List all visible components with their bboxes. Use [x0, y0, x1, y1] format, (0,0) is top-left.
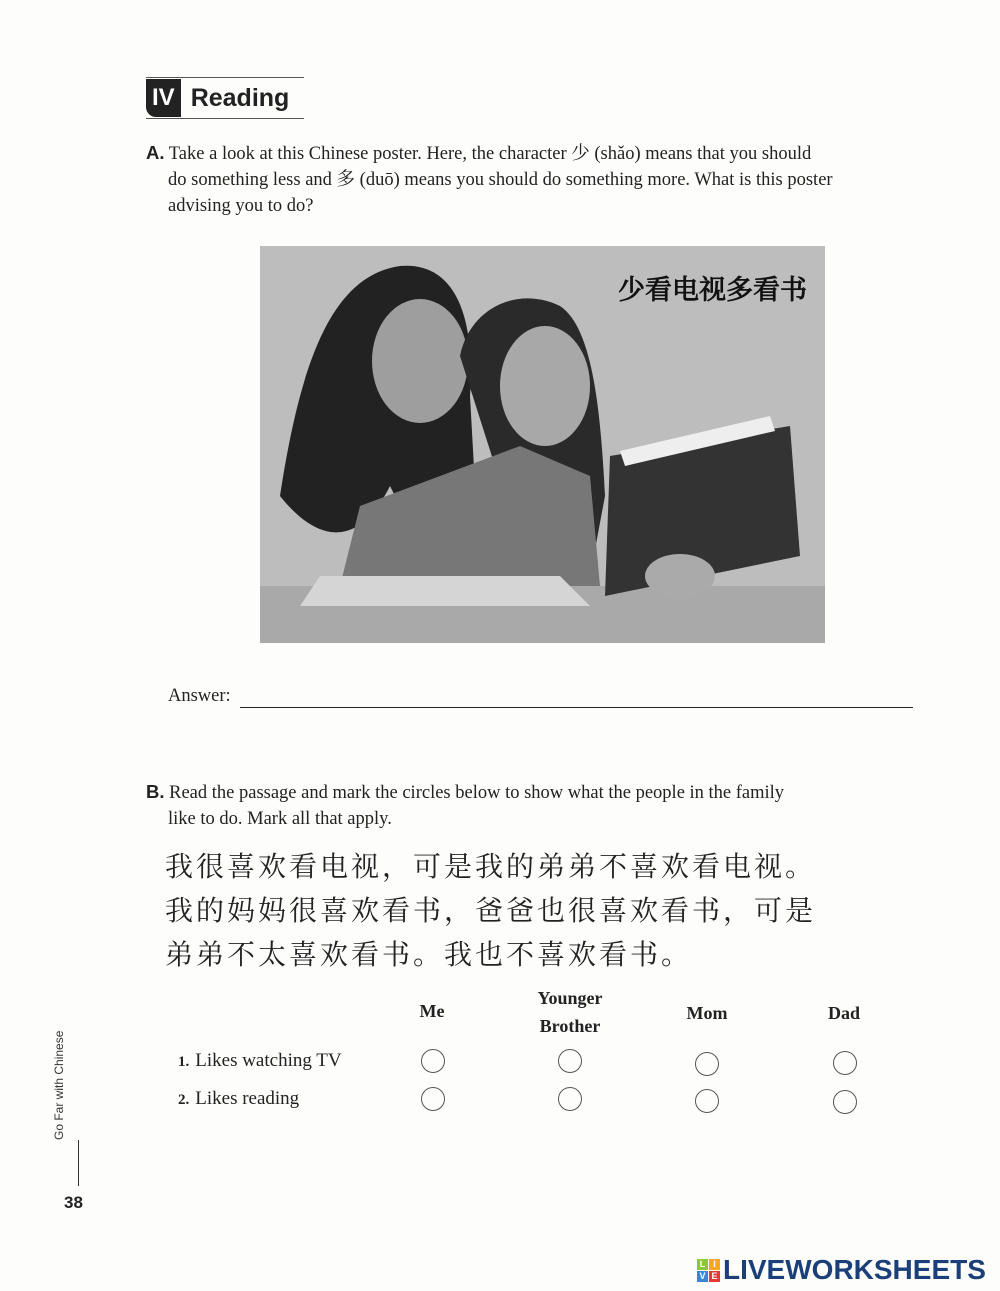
column-header-younger-brother: Younger Brother	[537, 988, 603, 1036]
row-number: 1.	[178, 1054, 190, 1070]
section-heading	[146, 77, 304, 119]
side-divider	[78, 1140, 79, 1186]
section-title: Reading	[190, 83, 290, 112]
circle-tv-dad[interactable]	[833, 1051, 857, 1075]
answer-input-line[interactable]	[240, 707, 913, 708]
logo-block: V	[697, 1271, 708, 1282]
circle-tv-mom[interactable]	[695, 1052, 719, 1076]
logo-block: I	[709, 1259, 720, 1270]
poster-image	[260, 246, 825, 643]
column-header-dad: Dad	[827, 1003, 860, 1023]
circle-reading-dad[interactable]	[833, 1090, 857, 1114]
question-a-line: Take a look at this Chinese poster. Here, the character 少 (shǎo) means that you should	[168, 144, 812, 164]
question-b-line: Read the passage and mark the circles below to show what the people in the family	[169, 783, 785, 803]
circle-reading-brother[interactable]	[558, 1087, 582, 1111]
question-b-line: like to do. Mark all that apply.	[168, 809, 392, 829]
circle-reading-mom[interactable]	[695, 1089, 719, 1113]
passage-line: 我的妈妈很喜欢看书，爸爸也很喜欢看书，可是	[165, 894, 817, 927]
answer-label: Answer:	[168, 686, 231, 706]
row-label: Likes reading	[195, 1088, 300, 1109]
row-likes-tv	[178, 1050, 342, 1072]
question-b-label: B.	[146, 781, 165, 802]
row-label: Likes watching TV	[195, 1050, 342, 1071]
row-likes-reading	[178, 1088, 299, 1110]
logo-blocks-icon	[697, 1259, 720, 1282]
poster-caption: 少看电视多看书	[618, 275, 807, 306]
question-a	[146, 140, 926, 219]
logo-block: E	[709, 1271, 720, 1282]
page-number: 38	[64, 1193, 83, 1212]
circle-reading-me[interactable]	[421, 1087, 445, 1111]
liveworksheets-logo	[697, 1254, 986, 1286]
logo-text: LIVEWORKSHEETS	[723, 1254, 986, 1285]
passage-line: 弟弟不太喜欢看书。我也不喜欢看书。	[165, 938, 693, 971]
question-a-label: A.	[146, 142, 165, 163]
circle-tv-me[interactable]	[421, 1049, 445, 1073]
row-number: 2.	[178, 1092, 190, 1108]
section-number: IV	[146, 79, 181, 117]
chinese-passage	[165, 845, 816, 977]
question-a-line: advising you to do?	[168, 196, 314, 216]
passage-line: 我很喜欢看电视，可是我的弟弟不喜欢看电视。	[165, 850, 817, 883]
column-header-me: Me	[419, 1001, 445, 1021]
logo-block: L	[697, 1259, 708, 1270]
question-b	[146, 779, 926, 832]
column-header-mom: Mom	[686, 1003, 728, 1023]
circle-tv-brother[interactable]	[558, 1049, 582, 1073]
question-a-line: do something less and 多 (duō) means you should do something more. What is this poster	[168, 170, 833, 190]
book-title: Go Far with Chinese	[52, 1030, 66, 1140]
